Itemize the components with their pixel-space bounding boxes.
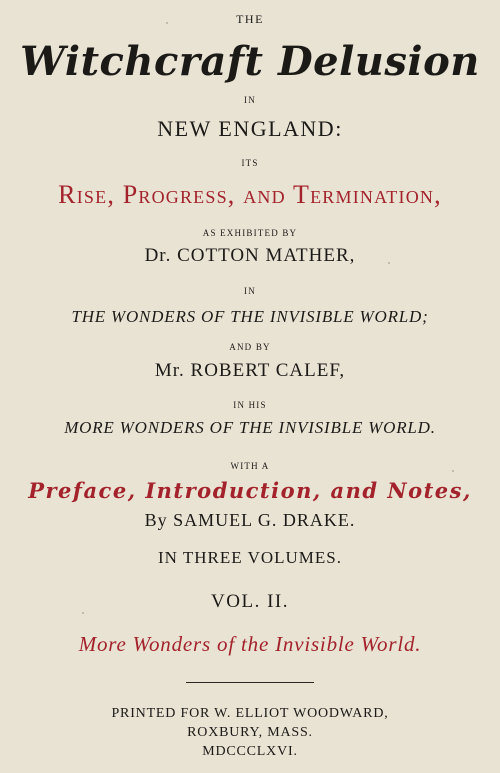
preface-heading: Preface, Introduction, and Notes, (28, 478, 472, 503)
work-wonders-invisible-world: THE WONDERS OF THE INVISIBLE WORLD; (71, 307, 429, 326)
in-label-2: IN (244, 286, 256, 296)
volumes-line: IN THREE VOLUMES. (157, 548, 342, 567)
work-more-wonders: MORE WONDERS OF THE INVISIBLE WORLD. (64, 418, 436, 437)
its-label: ITS (241, 158, 259, 168)
volume-number: VOL. II. (211, 591, 289, 612)
main-title: Witchcraft Delusion (20, 38, 480, 85)
in-label-1: IN (244, 95, 256, 105)
as-exhibited-label: AS EXHIBITED BY (202, 228, 298, 238)
author-cotton-mather: Dr. COTTON MATHER, (144, 245, 356, 266)
the-label: THE (236, 12, 264, 26)
paper-speck (82, 612, 84, 614)
author-robert-calef: Mr. ROBERT CALEF, (154, 360, 346, 381)
divider-rule (186, 682, 314, 683)
paper-speck (452, 470, 454, 472)
paper-speck (166, 22, 168, 24)
imprint-printer: PRINTED FOR W. ELLIOT WOODWARD, (111, 706, 389, 721)
editor-line: By SAMUEL G. DRAKE. (144, 510, 356, 530)
volume-subtitle: More Wonders of the Invisible World. (78, 632, 422, 656)
with-a-label: WITH A (230, 461, 270, 471)
in-his-label: IN HIS (233, 400, 267, 410)
paper-speck (388, 262, 390, 264)
and-by-label: AND BY (229, 342, 271, 352)
new-england-heading: NEW ENGLAND: (157, 116, 343, 141)
imprint-date: MDCCCLXVI. (202, 744, 298, 759)
imprint-place: ROXBURY, MASS. (187, 725, 313, 740)
rise-progress-heading: Rise, Progress, and Termination, (58, 180, 442, 209)
